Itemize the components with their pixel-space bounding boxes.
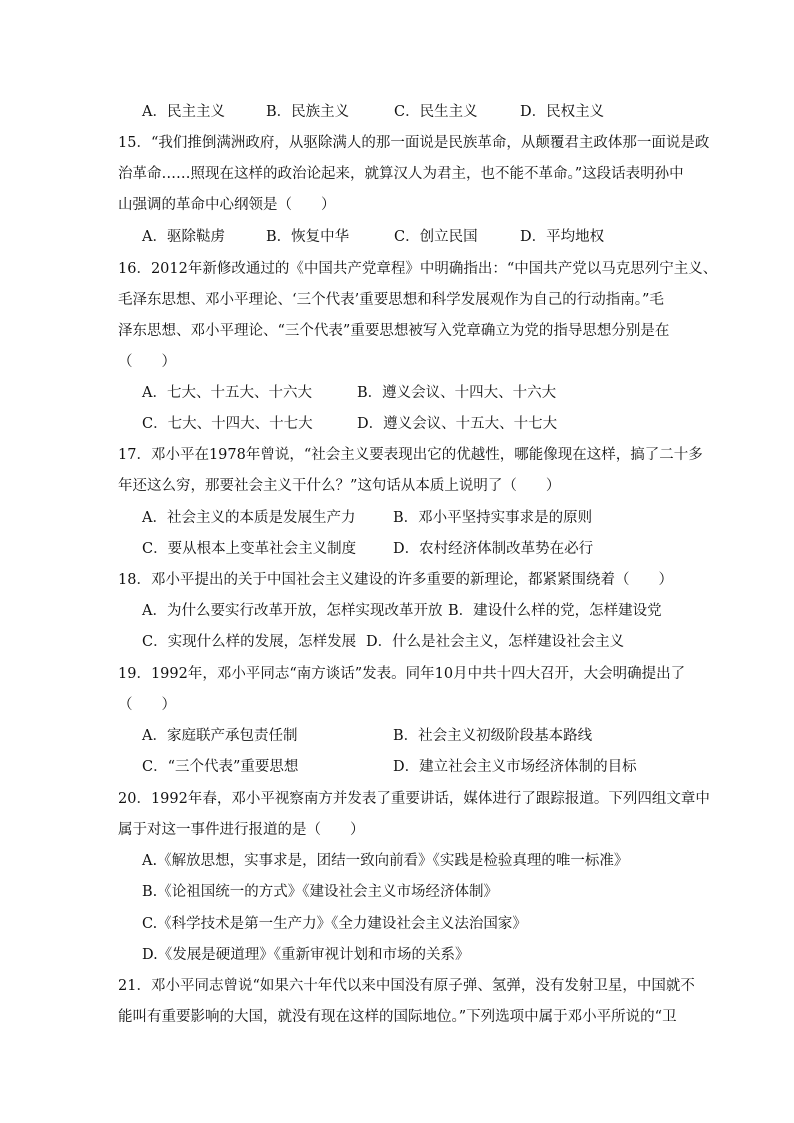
q16-stem-line-1: 16．2012年新修改通过的《中国共产党章程》中明确指出：“中国共产党以马克思列宁主义、 [118,261,718,277]
q18-option-b[interactable]: B．建设什么样的党，怎样建设党 [448,603,662,619]
q21-stem-line-1: 21．邓小平同志曾说“如果六十年代以来中国没有原子弹、氢弹，没有发射卫星，中国就不 [118,978,695,994]
q16-option-b[interactable]: B．遵义会议、十四大、十六大 [357,385,557,401]
q16-option-d[interactable]: D．遵义会议、十五大、十七大 [357,416,558,432]
q18-option-a[interactable]: A．为什么要实行改革开放，怎样实现改革开放 [142,603,443,619]
q17-option-b[interactable]: B．邓小平坚持实事求是的原则 [393,510,593,526]
q20-option-a[interactable]: A.《解放思想，实事求是，团结一致向前看》《实践是检验真理的唯一标准》 [142,853,629,869]
q20-option-b[interactable]: B.《论祖国统一的方式》《建设社会主义市场经济体制》 [142,884,499,900]
q20-stem-line-1: 20．1992年春，邓小平视察南方并发表了重要讲话，媒体进行了跟踪报道。下列四组文章中 [118,791,710,807]
q19-option-d[interactable]: D．建立社会主义市场经济体制的目标 [393,759,637,775]
q20-option-d[interactable]: D.《发展是硬道理》《重新审视计划和市场的关系》 [142,947,470,963]
q14-option-a[interactable]: A．民主主义 [142,104,225,120]
q15-option-a[interactable]: A．驱除鞑虏 [142,229,225,245]
q19-option-a[interactable]: A．家庭联产承包责任制 [142,728,298,744]
q16-stem-line-2: 毛泽东思想、邓小平理论、‘三个代表’重要思想和科学发展观作为自己的行动指南。”毛 [118,292,664,308]
q19-option-b[interactable]: B．社会主义初级阶段基本路线 [393,728,593,744]
q20-option-c[interactable]: C.《科学技术是第一生产力》《全力建设社会主义法治国家》 [142,916,527,932]
q15-option-b[interactable]: B．恢复中华 [266,229,350,245]
q19-stem-line-1: 19．1992年，邓小平同志“南方谈话”发表。同年10月中共十四大召开，大会明确提出了 [118,666,686,682]
q15-option-c[interactable]: C．创立民国 [394,229,478,245]
q17-stem-line-2: 年还这么穷，那要社会主义干什么？”这句话从本质上说明了（ ） [118,478,561,494]
q18-option-d[interactable]: D．什么是社会主义，怎样建设社会主义 [366,634,625,650]
q16-stem-line-3: 泽东思想、邓小平理论、“三个代表”重要思想被写入党章确立为党的指导思想分别是在 [118,323,670,339]
q19-option-c[interactable]: C．“三个代表”重要思想 [142,759,299,775]
q15-option-d[interactable]: D．平均地权 [520,229,605,245]
q18-stem-line-1: 18．邓小平提出的关于中国社会主义建设的许多重要的新理论，都紧紧围绕着（ ） [118,572,673,588]
q17-option-d[interactable]: D．农村经济体制改革势在必行 [393,541,594,557]
q15-stem-line-2: 治革命……照现在这样的政治论起来，就算汉人为君主，也不能不革命。”这段话表明孙中 [118,166,684,182]
q16-stem-line-4: （ ） [118,354,176,370]
q16-option-a[interactable]: A．七大、十五大、十六大 [142,385,312,401]
q17-option-c[interactable]: C．要从根本上变革社会主义制度 [142,541,357,557]
q17-stem-line-1: 17．邓小平在1978年曾说，“社会主义要表现出它的优越性，哪能像现在这样，搞了二十多 [118,447,703,463]
q21-stem-line-2: 能叫有重要影响的大国，就没有现在这样的国际地位。”下列选项中属于邓小平所说的“卫 [118,1009,677,1025]
q15-stem-line-1: 15．“我们推倒满洲政府，从驱除满人的那一面说是民族革命，从颠覆君主政体那一面说是政 [118,135,710,151]
q20-stem-line-2: 属于对这一事件进行报道的是（ ） [118,822,365,838]
q16-option-c[interactable]: C．七大、十四大、十七大 [142,416,313,432]
q14-option-b[interactable]: B．民族主义 [266,104,350,120]
q17-option-a[interactable]: A．社会主义的本质是发展生产力 [142,510,356,526]
q14-option-d[interactable]: D．民权主义 [520,104,605,120]
q18-option-c[interactable]: C．实现什么样的发展，怎样发展 [142,634,357,650]
q19-stem-line-2: （ ） [118,697,176,713]
q15-stem-line-3: 山强调的革命中心纲领是（ ） [118,197,336,213]
q14-option-c[interactable]: C．民生主义 [394,104,478,120]
